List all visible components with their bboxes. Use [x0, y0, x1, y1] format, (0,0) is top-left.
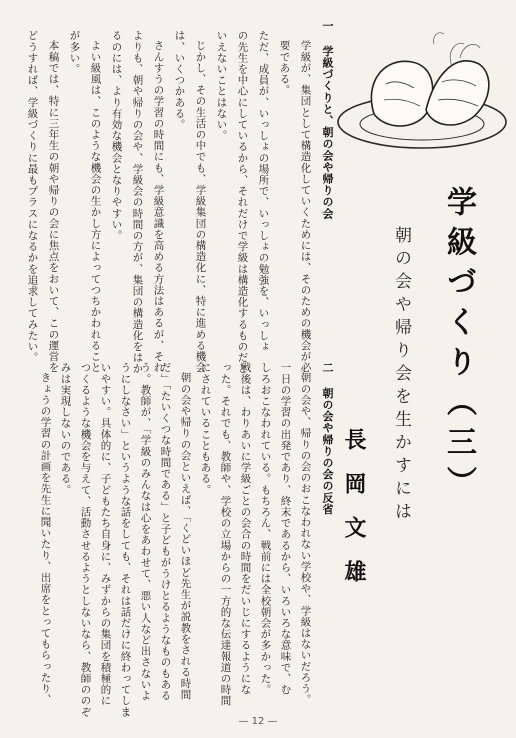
section-two-line: った。それでも、教師や、学校の立場からの一方的な伝達報道の時間: [219, 362, 232, 707]
section-one-line: よりも、朝や帰りの会や、学級会の時間の方が、集団の構造化をはか: [131, 30, 144, 375]
section-one-line: 学級が、集団として構造化していくためには、そのための機会が必: [299, 40, 312, 373]
section-two-line: だ」「たいくつな時間である」と子どもがうけとるようなものもある: [159, 362, 172, 701]
section-one-line: が多い。: [68, 30, 81, 75]
section-two-line: 朝の会や帰りの会といえば、「くどいほど先生が説教をされる時間: [179, 372, 192, 700]
section-two-line: 戦後は、わりあいに学級ごとの会合の時間をだいじにするようにな: [239, 362, 252, 695]
section-one-line: じかし、その生活の中でも、学級集団の構造化に、特に進める機会: [194, 40, 207, 373]
section-one-line: さんすうの学習の時間にも、学級意識を高める方法はあるが、それ: [152, 40, 165, 373]
section-two-heading: 二 朝の会や帰りの会の反省: [321, 362, 334, 515]
section-one-line: 要である。: [278, 40, 291, 96]
section-one-line: いえないことはない。: [215, 30, 228, 141]
section-one-heading: 一 学級づくりと、朝の会や帰りの会: [321, 20, 334, 220]
section-one-line: の先生を中心にしているから、それだけで学級は構造化するものだと: [236, 30, 249, 375]
section-two-line: 朝の会や、帰りの会のおこなわれない学校や、学級はないだろう。: [299, 372, 312, 705]
section-one-line: は、いくつかある。: [173, 30, 186, 130]
section-two-line: にされていることもある。: [199, 362, 212, 496]
section-two-line: いやすい。具体的に、子どもたち自身に、みずからの集団を積極的に: [99, 362, 112, 707]
section-two-line: しろおこなわれている。もちろん、戦前には全校朝会が多かった。: [259, 362, 272, 695]
section-two-line: うにしなさい」というような話をしても、それは話だけに終わってしま: [119, 362, 132, 718]
page-number: — 12 —: [238, 716, 278, 727]
section-two-line: みは実現しないのである。: [59, 362, 72, 496]
sweet-potato-plate-illustration: [334, 22, 510, 154]
section-one-line: ただ、成員が、いっしょの場所で、いっしょの勉強を、いっしょ: [257, 30, 270, 352]
section-one-line: 本稿では、特に三年生の朝や帰りの会に焦点をおいて、この運営を: [47, 40, 60, 373]
section-two-line: きょうの学習の計画を先生に聞いたり、出席をとってもらったり、: [39, 372, 52, 705]
article-subtitle: 朝の会や帰り会を生かすには: [391, 226, 411, 525]
section-two-line: 一日の学習の出発であり、終末であるから、いろいろな意味で、む: [279, 362, 292, 695]
article-title: 学級づくり（三）: [441, 186, 476, 506]
section-two-line: つくるような機会を与えて、活動させるようとしないなら、教師ののぞ: [79, 362, 92, 718]
section-one-line: よい級風は、このような機会の生かし方によってつちかわれること: [89, 40, 102, 373]
section-one-line: どうすれば、学級づくりに最もプラスになるかを追求してみたい。: [26, 30, 39, 363]
article-author: 長岡文雄: [341, 428, 367, 604]
section-one-line: るのには、より有効な機会となりやすい。: [110, 30, 123, 241]
section-two-line: う。教師が、「学級のみんなは心をあわせて、悪い人など出さないよ: [139, 362, 152, 701]
